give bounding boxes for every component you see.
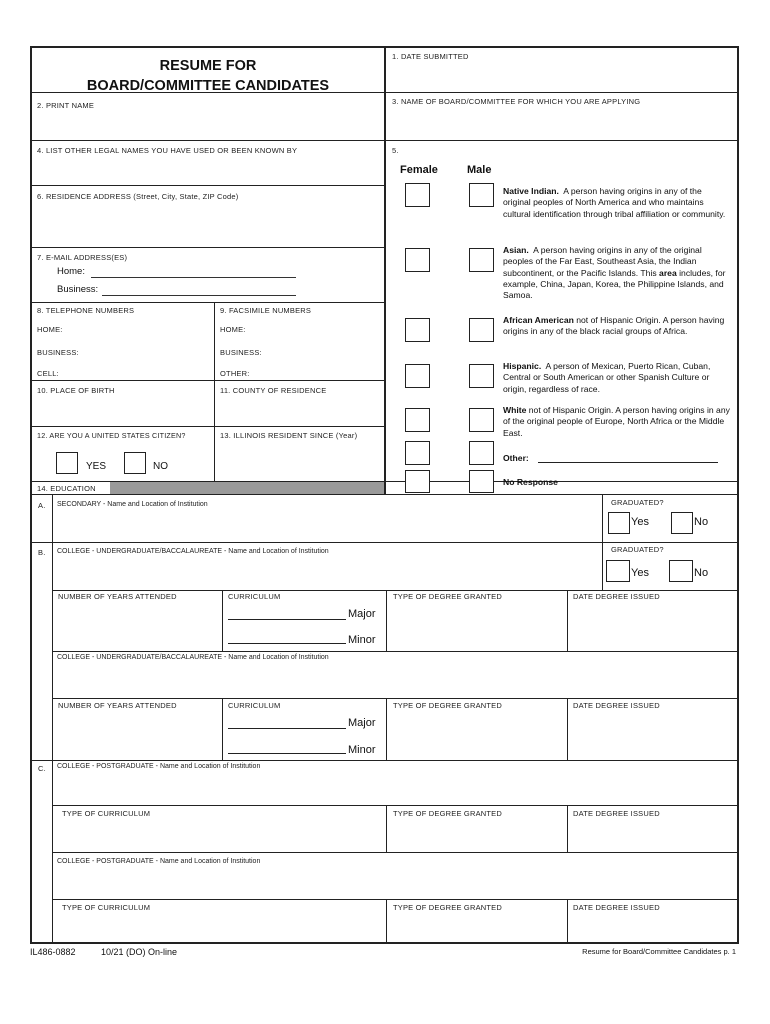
major-input-2[interactable] bbox=[228, 718, 346, 729]
telephone-label: 8. TELEPHONE NUMBERS bbox=[37, 306, 135, 315]
form-title bbox=[32, 56, 384, 96]
curriculum-label-1: CURRICULUM bbox=[228, 592, 281, 601]
african-title: African American bbox=[503, 315, 574, 325]
graduated-b-no-label: No bbox=[694, 567, 709, 579]
date-submitted-field[interactable] bbox=[386, 62, 736, 91]
section-c-letter: C. bbox=[38, 764, 46, 773]
email-business-input[interactable] bbox=[102, 284, 296, 296]
minor-label-1: Minor bbox=[348, 634, 376, 646]
asian-text-1: A person having origins in any of the original peoples of the Far East, Southeast Asia, the Indian subcontinent, or the Pacific Islands. This bbox=[503, 245, 702, 278]
college-ug-label-2: COLLEGE - UNDERGRADUATE/BACCALAUREATE - Name and Location of Institution bbox=[57, 654, 329, 661]
male-white-checkbox[interactable] bbox=[469, 408, 494, 432]
citizen-yes-label: YES bbox=[86, 461, 107, 472]
section-b-letter: B. bbox=[38, 548, 46, 557]
education-header: 14. EDUCATION bbox=[37, 484, 96, 493]
citizen-no-label: NO bbox=[153, 461, 168, 472]
white-description bbox=[503, 405, 731, 439]
postgrad-field-1[interactable] bbox=[54, 773, 734, 803]
date-issued-label-1: DATE DEGREE ISSUED bbox=[573, 592, 660, 601]
female-asian-checkbox[interactable] bbox=[405, 248, 430, 272]
years-attended-label-1: NUMBER OF YEARS ATTENDED bbox=[58, 592, 177, 601]
date-issued-label-2: DATE DEGREE ISSUED bbox=[573, 701, 660, 710]
major-input-1[interactable] bbox=[228, 609, 346, 620]
residence-label: 6. RESIDENCE ADDRESS (Street, City, State, ZIP Code) bbox=[37, 192, 239, 201]
graduated-b-no-checkbox[interactable] bbox=[669, 560, 693, 582]
male-header: Male bbox=[467, 164, 492, 176]
male-other-checkbox[interactable] bbox=[469, 441, 494, 465]
curriculum-label-2: CURRICULUM bbox=[228, 701, 281, 710]
graduated-b-yes-label: Yes bbox=[631, 567, 649, 579]
date-submitted-label: 1. DATE SUBMITTED bbox=[392, 52, 469, 61]
type-curriculum-label-1: TYPE OF CURRICULUM bbox=[62, 809, 151, 818]
board-name-field[interactable] bbox=[386, 108, 736, 139]
date-issued-label-4: DATE DEGREE ISSUED bbox=[573, 903, 660, 912]
male-hispanic-checkbox[interactable] bbox=[469, 364, 494, 388]
graduated-a-no-checkbox[interactable] bbox=[671, 512, 693, 534]
board-name-label: 3. NAME OF BOARD/COMMITTEE FOR WHICH YOU ARE APPLYING bbox=[392, 97, 641, 106]
residence-field[interactable] bbox=[32, 203, 382, 246]
years-attended-label-2: NUMBER OF YEARS ATTENDED bbox=[58, 701, 177, 710]
birthplace-label: 10. PLACE OF BIRTH bbox=[37, 386, 115, 395]
major-label-1: Major bbox=[348, 608, 376, 620]
asian-area: area bbox=[659, 267, 677, 278]
college-ug-field-1[interactable] bbox=[54, 558, 600, 588]
facsimile-label: 9. FACSIMILE NUMBERS bbox=[220, 306, 312, 315]
degree-type-label-2: TYPE OF DEGREE GRANTED bbox=[393, 701, 502, 710]
tel-home-label: HOME: bbox=[37, 325, 63, 334]
frame-right bbox=[737, 46, 739, 944]
graduated-a-no-label: No bbox=[694, 516, 709, 528]
fax-business-label: BUSINESS: bbox=[220, 348, 262, 357]
female-native-checkbox[interactable] bbox=[405, 183, 430, 207]
other-names-label: 4. LIST OTHER LEGAL NAMES YOU HAVE USED OR BEEN KNOWN BY bbox=[37, 146, 298, 155]
african-text: not of Hispanic Origin. A person having origins in any of the black racial groups of Africa. bbox=[503, 315, 725, 337]
form-id: IL486-0882 bbox=[30, 947, 76, 957]
female-hispanic-checkbox[interactable] bbox=[405, 364, 430, 388]
minor-label-2: Minor bbox=[348, 744, 376, 756]
tel-cell-label: CELL: bbox=[37, 369, 59, 378]
degree-type-label-3: TYPE OF DEGREE GRANTED bbox=[393, 809, 502, 818]
citizen-no-checkbox[interactable] bbox=[124, 452, 146, 474]
secondary-field[interactable] bbox=[54, 512, 600, 542]
email-business-label: Business: bbox=[57, 284, 99, 295]
tel-business-label: BUSINESS: bbox=[37, 348, 79, 357]
email-home-label: Home: bbox=[57, 266, 85, 277]
native-description bbox=[503, 186, 731, 220]
other-names-field[interactable] bbox=[32, 156, 382, 184]
date-issued-label-3: DATE DEGREE ISSUED bbox=[573, 809, 660, 818]
major-label-2: Major bbox=[348, 717, 376, 729]
female-african-checkbox[interactable] bbox=[405, 318, 430, 342]
citizen-label: 12. ARE YOU A UNITED STATES CITIZEN? bbox=[37, 431, 186, 440]
graduated-a-yes-checkbox[interactable] bbox=[608, 512, 630, 534]
college-ug-field-2[interactable] bbox=[54, 664, 734, 696]
minor-input-1[interactable] bbox=[228, 633, 346, 644]
frame-bottom bbox=[30, 942, 739, 944]
asian-text-2: includes, for example, China, Japan, Korea, the Philippine Islands, and Samoa. bbox=[503, 267, 726, 301]
print-name-field[interactable] bbox=[32, 112, 382, 139]
graduated-b-label: GRADUATED? bbox=[611, 545, 664, 554]
print-name-label: 2. PRINT NAME bbox=[37, 101, 95, 110]
hispanic-description bbox=[503, 361, 731, 395]
education-header-bar bbox=[110, 482, 384, 494]
female-noresponse-checkbox[interactable] bbox=[405, 470, 430, 493]
degree-type-label-1: TYPE OF DEGREE GRANTED bbox=[393, 592, 502, 601]
email-home-input[interactable] bbox=[91, 266, 296, 278]
other-input[interactable] bbox=[538, 452, 718, 463]
female-other-checkbox[interactable] bbox=[405, 441, 430, 465]
graduated-a-label: GRADUATED? bbox=[611, 498, 664, 507]
county-label: 11. COUNTY OF RESIDENCE bbox=[220, 386, 327, 395]
citizen-yes-checkbox[interactable] bbox=[56, 452, 78, 474]
postgrad-label-2: COLLEGE - POSTGRADUATE - Name and Location of Institution bbox=[57, 858, 261, 865]
female-header: Female bbox=[400, 164, 438, 176]
title-line1: RESUME FOR bbox=[159, 58, 257, 74]
asian-description bbox=[503, 245, 731, 301]
title-line2: BOARD/COMMITTEE CANDIDATES bbox=[86, 78, 330, 94]
asian-title: Asian. bbox=[503, 245, 529, 255]
native-title: Native Indian. bbox=[503, 186, 559, 196]
male-african-checkbox[interactable] bbox=[469, 318, 494, 342]
hispanic-title: Hispanic. bbox=[503, 361, 542, 371]
email-label: 7. E-MAIL ADDRESS(ES) bbox=[37, 253, 128, 262]
item5-label: 5. bbox=[392, 146, 399, 155]
postgrad-label-1: COLLEGE - POSTGRADUATE - Name and Location of Institution bbox=[57, 763, 261, 770]
secondary-label: SECONDARY - Name and Location of Institution bbox=[57, 501, 208, 508]
male-native-checkbox[interactable] bbox=[469, 183, 494, 207]
white-title: White bbox=[503, 405, 527, 415]
page-footer: Resume for Board/Committee Candidates p. 1 bbox=[582, 947, 736, 956]
hispanic-text: A person of Mexican, Puerto Rican, Cuban, Central or South American or other Spanish Culture or origin, regardless of race. bbox=[503, 361, 711, 394]
white-text: not of Hispanic Origin. A person having origins in any of the original people of Europe, North Africa or the Middle East. bbox=[503, 405, 730, 438]
fax-home-label: HOME: bbox=[220, 325, 246, 334]
graduated-a-yes-label: Yes bbox=[631, 516, 649, 528]
no-response-label: No Response bbox=[503, 477, 558, 487]
other-label: Other: bbox=[503, 453, 529, 463]
female-white-checkbox[interactable] bbox=[405, 408, 430, 432]
native-text: A person having origins in any of the original peoples of North America and who maintains cultural identification through tribal affiliation or community. bbox=[503, 186, 726, 219]
graduated-b-yes-checkbox[interactable] bbox=[606, 560, 630, 582]
type-curriculum-label-2: TYPE OF CURRICULUM bbox=[62, 903, 151, 912]
il-resident-label: 13. ILLINOIS RESIDENT SINCE (Year) bbox=[220, 431, 358, 440]
section-a-letter: A. bbox=[38, 501, 46, 510]
fax-other-label: OTHER: bbox=[220, 369, 250, 378]
african-description bbox=[503, 315, 731, 338]
form-revision: 10/21 (DO) On-line bbox=[101, 947, 178, 957]
minor-input-2[interactable] bbox=[228, 743, 346, 754]
degree-type-label-4: TYPE OF DEGREE GRANTED bbox=[393, 903, 502, 912]
college-ug-label-1: COLLEGE - UNDERGRADUATE/BACCALAUREATE - Name and Location of Institution bbox=[57, 548, 329, 555]
postgrad-field-2[interactable] bbox=[54, 868, 734, 898]
male-asian-checkbox[interactable] bbox=[469, 248, 494, 272]
male-noresponse-checkbox[interactable] bbox=[469, 470, 494, 493]
